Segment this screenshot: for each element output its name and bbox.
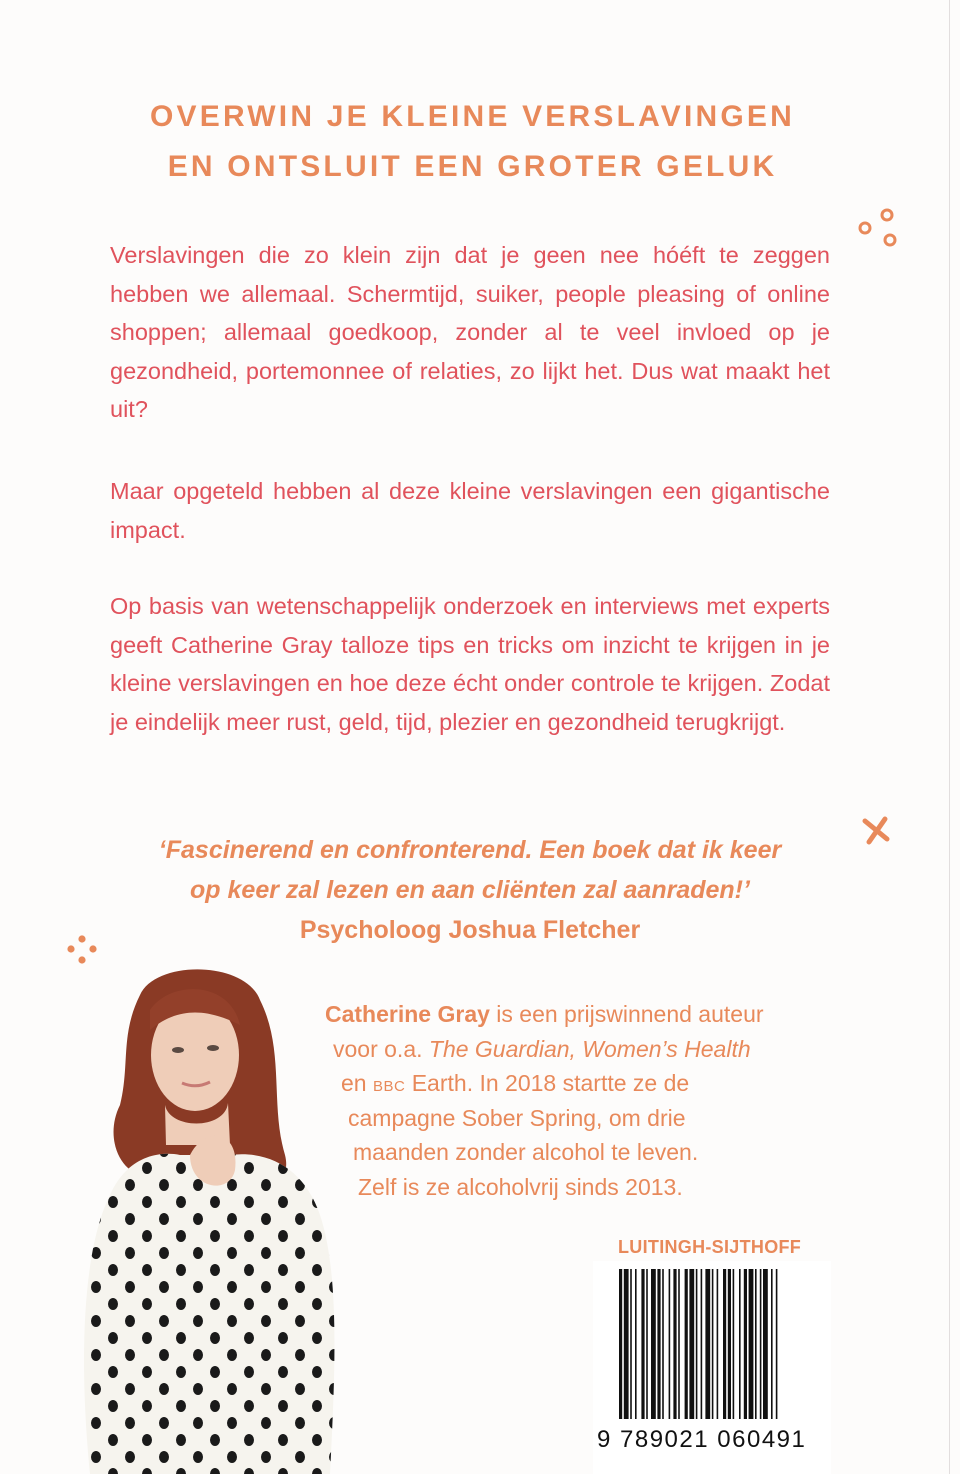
bio-publications: The Guardian, Women’s Health bbox=[428, 1035, 751, 1062]
bio-text: Earth. In 2018 startte ze de bbox=[405, 1070, 690, 1096]
barcode-bar bbox=[728, 1269, 731, 1419]
barcode-bar bbox=[662, 1269, 664, 1419]
barcode-bar bbox=[696, 1269, 698, 1419]
bio-line-6: Zelf is ze alcoholvrij sinds 2013. bbox=[358, 1173, 683, 1200]
blurb-paragraph-2 bbox=[110, 472, 830, 549]
quote-attribution: Psycholoog Joshua Fletcher bbox=[299, 916, 641, 944]
barcode-bar bbox=[705, 1269, 710, 1419]
barcode-bar bbox=[685, 1269, 688, 1419]
paragraph-text: Op basis van wetenschappelijk onderzoek en interviews met experts geeft Catherine Gray talloze tips en tricks om inzicht te krijgen in je kleine verslavingen en hoe deze écht onder controle te krijgen. Zodat je eindelijk meer rust, geld, tijd, plezier en gezondheid terugkrijgt. bbox=[110, 593, 830, 735]
bio-line-3 bbox=[341, 1066, 689, 1105]
barcode-bar bbox=[630, 1269, 632, 1419]
barcode-bar bbox=[701, 1269, 703, 1419]
barcode-bar bbox=[717, 1269, 719, 1419]
circles-decoration-icon bbox=[852, 202, 902, 252]
barcode bbox=[593, 1269, 831, 1429]
barcode-bar bbox=[646, 1269, 648, 1419]
paragraph-text: Maar opgeteld hebben al deze kleine verslavingen een gigantische impact. bbox=[110, 478, 830, 543]
author-portrait bbox=[70, 955, 370, 1474]
author-name: Catherine Gray bbox=[325, 1001, 490, 1027]
bio-line-5: maanden zonder alcohol te leven. bbox=[353, 1139, 699, 1165]
barcode-bar bbox=[673, 1269, 676, 1419]
paragraph-text: Verslavingen die zo klein zijn dat je geen nee hóéft te zeggen hebben we allemaal. Schermtijd, suiker, people pleasing of online shoppen; allemaal goedkoop, zonder al te veel invloed op je gezondheid, portemonnee of relaties, zo lijkt het. Dus wat maakt het uit? bbox=[110, 242, 830, 422]
barcode-bar bbox=[624, 1269, 629, 1419]
barcode-bar bbox=[619, 1269, 622, 1419]
bio-line-1 bbox=[325, 997, 764, 1032]
endorsement-quote bbox=[0, 830, 940, 950]
barcode-bar bbox=[635, 1269, 637, 1419]
barcode-bar bbox=[641, 1269, 644, 1419]
barcode-bar bbox=[763, 1269, 768, 1419]
publisher-logo: LUITINGH-SIJTHOFF bbox=[618, 1237, 802, 1257]
heading-line-1: OVERWIN JE KLEINE VERSLAVINGEN bbox=[150, 100, 795, 133]
barcode-bar bbox=[739, 1269, 741, 1419]
cover-heading bbox=[0, 92, 945, 192]
heading-line-2: EN ONTSLUIT EEN GROTER GELUK bbox=[167, 150, 778, 183]
barcode-bar bbox=[776, 1269, 778, 1419]
blurb-paragraph-3 bbox=[110, 587, 830, 741]
barcode-bar bbox=[760, 1269, 762, 1419]
bio-text: voor o.a. bbox=[333, 1035, 429, 1062]
bio-text: en bbox=[341, 1070, 373, 1096]
barcode-bar bbox=[733, 1269, 735, 1419]
barcode-bar bbox=[657, 1269, 660, 1419]
bio-line-2 bbox=[333, 1032, 751, 1067]
quote-line-2: op keer zal lezen en aan cliënten zal aanraden!’ bbox=[190, 876, 750, 904]
barcode-bar bbox=[712, 1269, 714, 1419]
barcode-bar bbox=[651, 1269, 656, 1419]
spine-edge-line bbox=[949, 0, 950, 1474]
barcode-bar bbox=[678, 1269, 680, 1419]
isbn-number: 9 789021 060491 bbox=[597, 1426, 807, 1453]
barcode-bar bbox=[755, 1269, 757, 1419]
barcode-bar bbox=[723, 1269, 726, 1419]
blurb-paragraph-1 bbox=[110, 236, 830, 429]
bio-line-4: campagne Sober Spring, om drie bbox=[348, 1104, 686, 1131]
barcode-bar bbox=[771, 1269, 773, 1419]
bio-bbc: BBC bbox=[372, 1078, 406, 1095]
barcode-bar bbox=[669, 1269, 671, 1419]
barcode-bar bbox=[689, 1269, 694, 1419]
quote-line-1: ‘Fascinerend en confronterend. Een boek dat ik keer bbox=[158, 836, 782, 864]
bio-text: is een prijswinnend auteur bbox=[489, 1001, 764, 1027]
barcode-bar bbox=[749, 1269, 754, 1419]
barcode-bar bbox=[744, 1269, 747, 1419]
